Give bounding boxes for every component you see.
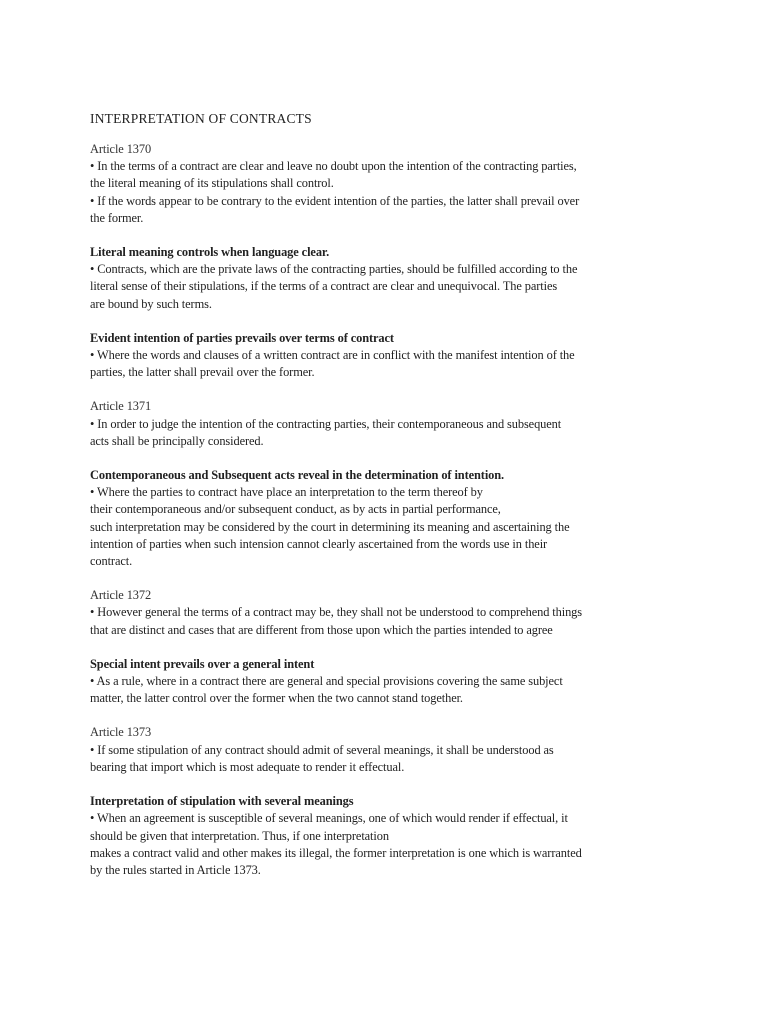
article-1371-section [90, 398, 680, 450]
body-line: contract. [90, 554, 133, 569]
body-line: the literal meaning of its stipulations shall control. [90, 176, 334, 191]
body-line: • If the words appear to be contrary to the evident intention of the parties, the latter shall prevail over [90, 193, 580, 208]
body-line: their contemporaneous and/or subsequent conduct, as by acts in partial performance, [90, 502, 501, 517]
body-line: literal sense of their stipulations, if the terms of a contract are clear and unequivocal. The parties [90, 279, 558, 294]
article-1370-section [90, 141, 680, 227]
section-heading: Evident intention of parties prevails over terms of contract [90, 330, 394, 345]
article-1372-section [90, 587, 680, 639]
body-line: • Contracts, which are the private laws of the contracting parties, should be fulfilled according to the [90, 262, 578, 277]
section-heading: Interpretation of stipulation with several meanings [90, 794, 354, 809]
article-heading: Article 1372 [90, 588, 152, 603]
body-line: the former. [90, 210, 144, 225]
special-intent-section [90, 656, 680, 708]
body-line: should be given that interpretation. Thus, if one interpretation [90, 828, 389, 843]
document-title: INTERPRETATION OF CONTRACTS [90, 111, 312, 126]
literal-meaning-section [90, 244, 680, 313]
body-line: by the rules started in Article 1373. [90, 862, 261, 877]
body-line: • However general the terms of a contract may be, they shall not be understood to comprehend things [90, 605, 582, 620]
document-page [90, 110, 680, 896]
body-line: • In order to judge the intention of the contracting parties, their contemporaneous and subsequent [90, 416, 562, 431]
body-line: makes a contract valid and other makes its illegal, the former interpretation is one which is warranted [90, 845, 582, 860]
body-line: intention of parties when such intension cannot clearly ascertained from the words use in their [90, 536, 548, 551]
article-heading: Article 1371 [90, 399, 152, 414]
body-line: matter, the latter control over the former when the two cannot stand together. [90, 691, 463, 706]
body-line: parties, the latter shall prevail over the former. [90, 365, 315, 380]
body-line: • If some stipulation of any contract should admit of several meanings, it shall be understood as [90, 742, 554, 757]
section-heading: Literal meaning controls when language clear. [90, 245, 330, 260]
article-heading: Article 1373 [90, 725, 152, 740]
several-meanings-section [90, 793, 680, 879]
body-line: • In the terms of a contract are clear and leave no doubt upon the intention of the contracting parties, [90, 159, 577, 174]
body-line: are bound by such terms. [90, 296, 212, 311]
body-line: • When an agreement is susceptible of several meanings, one of which would render if effectual, it [90, 811, 568, 826]
article-1373-section [90, 724, 680, 776]
body-line: acts shall be principally considered. [90, 433, 264, 448]
contemporaneous-acts-section [90, 467, 680, 570]
section-heading: Contemporaneous and Subsequent acts reveal in the determination of intention. [90, 468, 505, 483]
body-line: • Where the parties to contract have place an interpretation to the term thereof by [90, 485, 483, 500]
body-line: bearing that import which is most adequate to render it effectual. [90, 759, 405, 774]
body-line: • Where the words and clauses of a written contract are in conflict with the manifest intention of the [90, 348, 575, 363]
evident-intention-section [90, 330, 680, 382]
body-line: such interpretation may be considered by the court in determining its meaning and ascertaining the [90, 519, 570, 534]
body-line: that are distinct and cases that are different from those upon which the parties intended to agree [90, 622, 553, 637]
body-line: • As a rule, where in a contract there are general and special provisions covering the same subject [90, 674, 563, 689]
article-heading: Article 1370 [90, 142, 152, 156]
section-heading: Special intent prevails over a general intent [90, 656, 315, 671]
